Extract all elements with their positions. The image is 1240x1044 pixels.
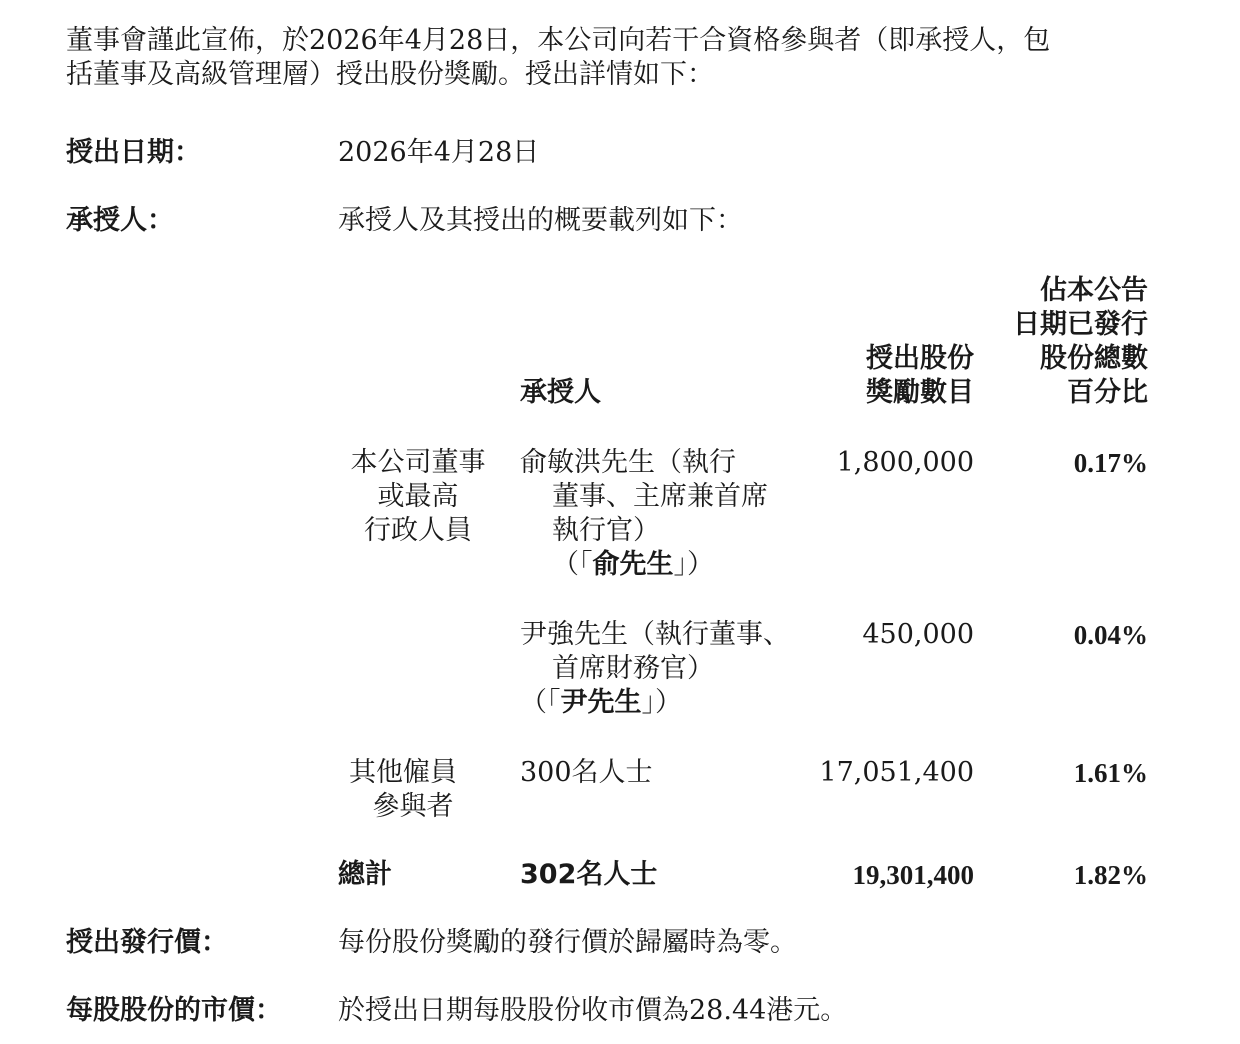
- row1-grantee-line1: 俞敏洪先生（執行: [520, 447, 736, 478]
- row2-open-bracket: （「: [520, 687, 561, 718]
- category-other-line1: 其他僱員: [349, 757, 457, 788]
- market-price-value: 於授出日期每股股份收市價為28.44港元。: [338, 995, 848, 1026]
- total-percentage: 1.82%: [1073, 860, 1148, 890]
- row3-percentage: 1.61%: [1073, 758, 1148, 788]
- market-price-label: 每股股份的市價：: [66, 995, 282, 1026]
- row1-close-bracket: 」）: [673, 549, 714, 580]
- header-awards: [790, 342, 974, 410]
- category-directors-line1: 本公司董事: [350, 447, 486, 478]
- header-pct-line2: 日期已發行: [1013, 309, 1148, 340]
- grant-date-value: 2026年4月28日: [338, 137, 540, 168]
- category-other-line2: 參與者: [372, 791, 454, 822]
- header-pct-line1: 佔本公告: [1040, 275, 1148, 306]
- row1-grantee-line2: 董事、主席兼首席: [552, 481, 768, 512]
- category-other-employees: [338, 756, 468, 824]
- header-awards-line1: 授出股份: [866, 343, 974, 374]
- row1-grantee-line4: [520, 548, 768, 582]
- category-directors: [338, 446, 498, 548]
- intro-paragraph: [66, 24, 1176, 92]
- row3-awards: 17,051,400: [819, 757, 974, 788]
- header-awards-line2: 獎勵數目: [866, 377, 974, 408]
- header-percentage: [990, 274, 1148, 410]
- total-awards: 19,301,400: [852, 860, 974, 890]
- row1-short-name: 俞先生: [592, 549, 674, 580]
- row2-awards: 450,000: [862, 619, 974, 650]
- row1-percentage: 0.17%: [1073, 448, 1148, 478]
- total-label: 總計: [338, 859, 392, 890]
- row1-open-bracket: （「: [552, 549, 593, 580]
- row2-percentage: 0.04%: [1073, 620, 1148, 650]
- total-grantee: 302名人士: [520, 859, 658, 890]
- issue-price-value: 每份股份獎勵的發行價於歸屬時為零。: [338, 927, 797, 958]
- row2-grantee: [520, 618, 790, 720]
- row2-grantee-line3: [520, 686, 790, 720]
- grant-date-label: 授出日期：: [66, 137, 201, 168]
- row1-grantee-line3: 執行官）: [552, 515, 660, 546]
- category-directors-line2: 或最高: [377, 481, 459, 512]
- header-pct-line4: 百分比: [1067, 377, 1148, 408]
- row3-grantee: 300名人士: [520, 757, 653, 788]
- grantees-value: 承授人及其授出的概要載列如下：: [338, 205, 743, 236]
- category-directors-line3: 行政人員: [364, 515, 472, 546]
- row1-grantee: [520, 446, 768, 582]
- row2-grantee-line1: 尹強先生（執行董事、: [520, 619, 790, 650]
- row1-awards: 1,800,000: [836, 447, 974, 478]
- grantees-label: 承授人：: [66, 205, 174, 236]
- intro-line-2: 括董事及高級管理層）授出股份獎勵。授出詳情如下：: [66, 59, 714, 90]
- row2-close-bracket: 」）: [641, 687, 682, 718]
- header-grantee: 承授人: [520, 377, 601, 408]
- row2-short-name: 尹先生: [560, 687, 642, 718]
- intro-line-1: 董事會謹此宣佈，於2026年4月28日，本公司向若干合資格參與者（即承授人，包: [66, 25, 1051, 56]
- row2-grantee-line2: 首席財務官）: [552, 653, 714, 684]
- header-pct-line3: 股份總數: [1040, 343, 1148, 374]
- issue-price-label: 授出發行價：: [66, 927, 228, 958]
